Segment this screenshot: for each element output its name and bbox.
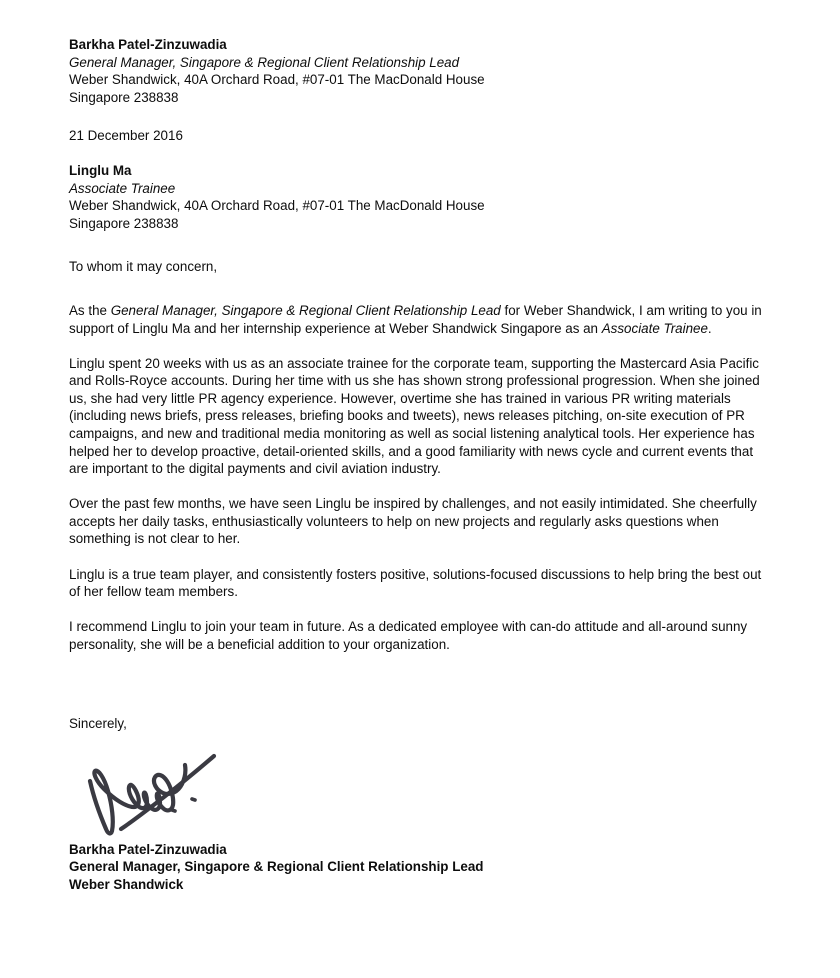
recipient-block bbox=[69, 162, 773, 232]
recipient-name: Linglu Ma bbox=[69, 162, 132, 178]
p1-italic-trainee: Associate Trainee bbox=[601, 320, 708, 336]
body-paragraph-4: Linglu is a true team player, and consistently fosters positive, solutions-focused discussions to help bring the best out of her fellow team members. bbox=[69, 566, 762, 600]
spacer-before-recipient bbox=[69, 145, 773, 162]
sender-city-postal: Singapore 238838 bbox=[69, 89, 179, 105]
p1-italic-role: General Manager, Singapore & Regional Client Relationship Lead bbox=[110, 302, 501, 318]
closing-block bbox=[69, 841, 773, 893]
signature-area bbox=[69, 737, 773, 841]
sender-name: Barkha Patel-Zinzuwadia bbox=[69, 37, 227, 52]
body-paragraph-2: Linglu spent 20 weeks with us as an associate trainee for the corporate team, supporting the Mastercard Asia Pacific and Rolls-Royce accounts. During her time with us she has shown strong professional progression. When she joined us, she had very little PR agency experience. However, overtime she has trained in various PR writing materials (including news briefs, press releases, briefing books and tweets), news releases pitching, on-site execution of PR campaigns, and new and traditional media monitoring as well as social listening analytical tools. Her experience has helped her to develop proactive, detail-oriented skills, and a good familiarity with news cycle and current events that are important to the digital payments and civil aviation industry. bbox=[69, 355, 760, 477]
p1-text-c: . bbox=[707, 320, 712, 336]
letter-date: 21 December 2016 bbox=[69, 128, 183, 144]
handwritten-signature-icon bbox=[68, 737, 268, 841]
closing-title: General Manager, Singapore & Regional Client Relationship Lead bbox=[69, 859, 484, 875]
closing-name: Barkha Patel-Zinzuwadia bbox=[69, 842, 227, 858]
recipient-city-postal: Singapore 238838 bbox=[69, 215, 179, 231]
sender-block bbox=[69, 36, 773, 106]
sender-title: General Manager, Singapore & Regional Client Relationship Lead bbox=[69, 54, 460, 70]
body-paragraph-3: Over the past few months, we have seen Linglu be inspired by challenges, and not easily intimidated. She cheerfully accepts her daily tasks, enthusiastically volunteers to help on new projects and regularly asks questions when something is not clear to her. bbox=[69, 496, 757, 547]
spacer-before-date bbox=[69, 106, 773, 127]
salutation: To whom it may concern, bbox=[69, 259, 218, 275]
p1-text-a: As the bbox=[69, 302, 111, 318]
spacer-before-salutation bbox=[69, 232, 773, 258]
closing-word: Sincerely, bbox=[69, 716, 127, 732]
p1-text-b: for Weber Shandwick, I am writing to you in support of Linglu Ma and her internship experience at Weber Shandwick Singapore as an bbox=[69, 302, 762, 336]
recipient-address: Weber Shandwick, 40A Orchard Road, #07-01 The MacDonald House bbox=[69, 198, 485, 214]
recipient-title: Associate Trainee bbox=[69, 180, 176, 196]
body-paragraph-5: I recommend Linglu to join your team in future. As a dedicated employee with can-do attitude and all-around sunny personality, she will be a beneficial addition to your organization. bbox=[69, 619, 748, 652]
letter-body bbox=[69, 36, 773, 893]
body-paragraph-1 bbox=[69, 302, 773, 337]
closing-company: Weber Shandwick bbox=[69, 876, 184, 892]
sender-address: Weber Shandwick, 40A Orchard Road, #07-01 The MacDonald House bbox=[69, 72, 485, 88]
